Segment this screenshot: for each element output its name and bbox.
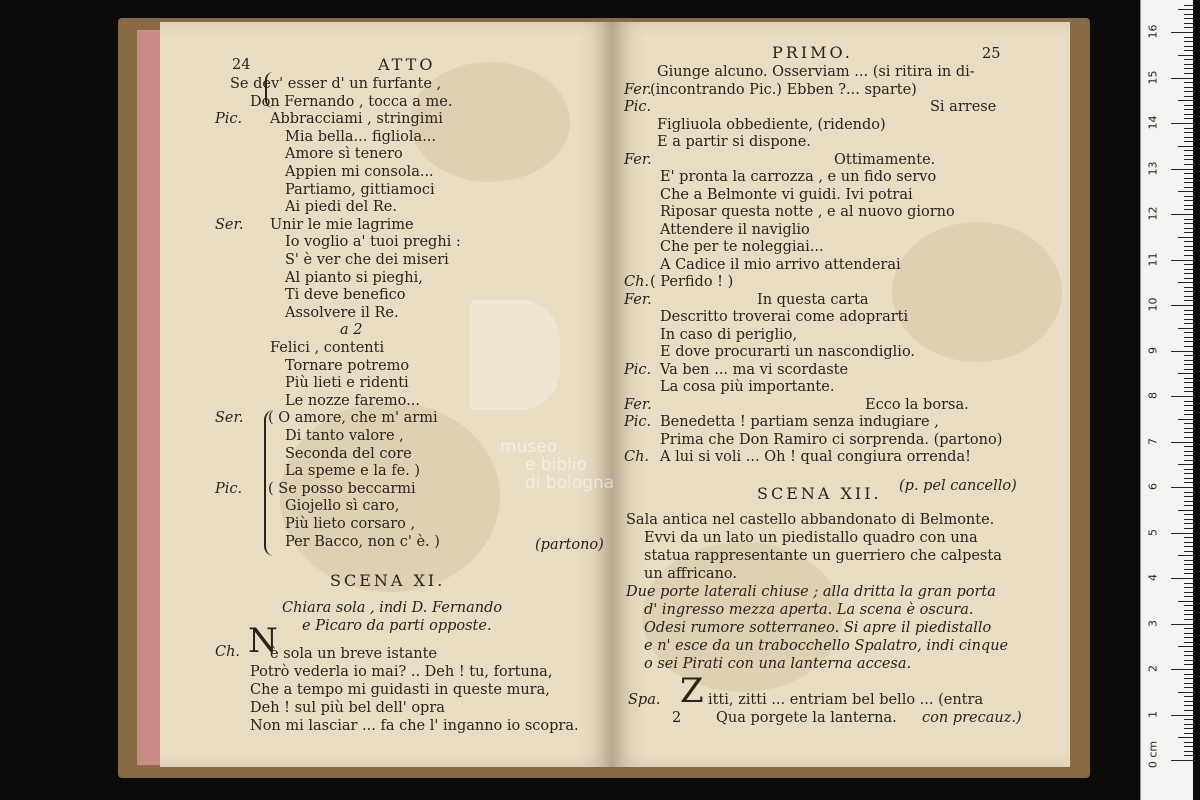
ruler-tick bbox=[1184, 269, 1193, 270]
verse-line: Ecco la borsa. bbox=[865, 396, 969, 413]
verse-line: Che per te noleggiai... bbox=[660, 239, 824, 255]
ruler-tick bbox=[1184, 387, 1193, 388]
ruler-tick bbox=[1184, 583, 1193, 584]
ruler-tick bbox=[1184, 528, 1193, 529]
watermark-logo bbox=[470, 300, 560, 410]
ruler-tick bbox=[1171, 123, 1193, 124]
ruler-tick bbox=[1184, 551, 1193, 552]
ruler-tick bbox=[1184, 37, 1193, 38]
ruler-tick bbox=[1184, 41, 1193, 42]
verse-line: Deh ! sul più bel dell' opra bbox=[250, 700, 445, 716]
ruler-tick bbox=[1178, 9, 1193, 10]
ruler-tick bbox=[1184, 132, 1193, 133]
ruler-tick bbox=[1184, 137, 1193, 138]
ruler-tick bbox=[1184, 446, 1193, 447]
verse-line: Per Bacco, non c' è. ) bbox=[285, 533, 440, 550]
ruler-tick bbox=[1184, 642, 1193, 643]
setting-line: o sei Pirati con una lanterna accesa. bbox=[644, 656, 912, 672]
verse-line: E dove procurarti un nascondiglio. bbox=[660, 344, 916, 360]
verse-line: ( Perfido ! ) bbox=[650, 274, 734, 290]
ruler-tick bbox=[1184, 82, 1193, 83]
ruler-tick bbox=[1184, 619, 1193, 620]
speaker: Fer. bbox=[624, 291, 652, 308]
verse-line: Più lieti e ridenti bbox=[285, 375, 409, 392]
verse-line: Tornare potremo bbox=[285, 357, 410, 374]
verse-line: Prima che Don Ramiro ci sorprenda. (partono) bbox=[660, 431, 1003, 448]
ruler-tick bbox=[1184, 341, 1193, 342]
ruler-tick bbox=[1184, 701, 1193, 702]
speaker: Ser. bbox=[215, 410, 244, 427]
description-line: Evvi da un lato un piedistallo quadro con una bbox=[644, 530, 978, 546]
ruler-tick bbox=[1178, 328, 1193, 329]
verse-line: La cosa più importante. bbox=[660, 379, 835, 395]
ruler-tick bbox=[1178, 555, 1193, 556]
ruler-tick bbox=[1184, 14, 1193, 15]
verse-line: In caso di periglio, bbox=[660, 326, 798, 343]
verse-line: Appien mi consola... bbox=[285, 164, 434, 180]
ruler-tick bbox=[1184, 355, 1193, 356]
ruler-tick bbox=[1184, 660, 1193, 661]
ruler-tick bbox=[1184, 637, 1193, 638]
ruler-tick bbox=[1184, 451, 1193, 452]
ruler-tick bbox=[1184, 455, 1193, 456]
ruler-number: 10 bbox=[1146, 297, 1160, 312]
ruler-number: 7 bbox=[1146, 437, 1160, 445]
ruler-tick bbox=[1184, 87, 1193, 88]
ruler-tick bbox=[1184, 310, 1193, 311]
ruler-tick bbox=[1171, 624, 1193, 625]
ruler-tick bbox=[1184, 205, 1193, 206]
ruler-tick bbox=[1184, 128, 1193, 129]
ruler-tick bbox=[1184, 360, 1193, 361]
ruler-tick bbox=[1184, 64, 1193, 65]
ruler-tick bbox=[1184, 537, 1193, 538]
ruler-tick bbox=[1184, 114, 1193, 115]
ruler-tick bbox=[1184, 460, 1193, 461]
scene-title: SCENA XII. bbox=[757, 484, 882, 503]
verse-line: Amore sì tenero bbox=[285, 146, 403, 163]
ruler-tick bbox=[1184, 678, 1193, 679]
verse-line: Figliuola obbediente, (ridendo) bbox=[657, 116, 886, 133]
ruler-tick bbox=[1171, 260, 1193, 261]
ruler-tick bbox=[1178, 510, 1193, 511]
ruler-tick bbox=[1171, 442, 1193, 443]
ruler-tick bbox=[1184, 50, 1193, 51]
ruler-number: 5 bbox=[1146, 528, 1160, 536]
ruler-tick bbox=[1171, 32, 1193, 33]
ruler-tick bbox=[1178, 282, 1193, 283]
scene-title: SCENA XI. bbox=[330, 571, 446, 590]
ruler-tick bbox=[1184, 382, 1193, 383]
ruler-tick bbox=[1184, 519, 1193, 520]
stage-direction: (p. pel cancello) bbox=[899, 478, 1017, 494]
ruler-tick bbox=[1184, 287, 1193, 288]
ruler-tick bbox=[1178, 100, 1193, 101]
ruler-tick bbox=[1184, 696, 1193, 697]
ruler-tick bbox=[1184, 150, 1193, 151]
ruler-tick bbox=[1184, 391, 1193, 392]
ruler-tick bbox=[1184, 728, 1193, 729]
ruler-tick bbox=[1184, 705, 1193, 706]
description-line: Sala antica nel castello abbandonato di Belmonte. bbox=[626, 512, 995, 528]
verse-line: Felici , contenti bbox=[270, 340, 385, 356]
speaker: Pic. bbox=[215, 111, 243, 128]
verse-line: Mia bella... figliola... bbox=[285, 128, 437, 145]
setting-line: e n' esce da un trabocchello Spalatro, indi cinque bbox=[644, 638, 1009, 654]
ruler-tick bbox=[1184, 319, 1193, 320]
ruler-tick bbox=[1184, 746, 1193, 747]
ruler-tick bbox=[1184, 469, 1193, 470]
verse-line: Seconda del core bbox=[285, 445, 412, 462]
ruler-tick bbox=[1184, 273, 1193, 274]
ruler-tick bbox=[1171, 305, 1193, 306]
ruler-tick bbox=[1184, 664, 1193, 665]
ruler-tick bbox=[1178, 55, 1193, 56]
ruler-tick bbox=[1184, 73, 1193, 74]
ruler-tick bbox=[1184, 369, 1193, 370]
ruler-tick bbox=[1171, 214, 1193, 215]
verse-line: Ottimamente. bbox=[834, 151, 936, 168]
speaker: Ch. bbox=[624, 274, 650, 290]
ruler-tick bbox=[1171, 669, 1193, 670]
description-line: statua rappresentante un guerriero che calpesta bbox=[644, 548, 1002, 564]
ruler-tick bbox=[1184, 200, 1193, 201]
measurement-ruler bbox=[1140, 0, 1193, 800]
verse-line: Attendere il naviglio bbox=[660, 221, 810, 238]
ruler-tick bbox=[1184, 250, 1193, 251]
ruler-tick bbox=[1184, 96, 1193, 97]
brace bbox=[264, 410, 274, 556]
ruler-tick bbox=[1184, 733, 1193, 734]
verse-line: S' è ver che dei miseri bbox=[285, 252, 449, 268]
ruler-tick bbox=[1184, 687, 1193, 688]
ruler-tick bbox=[1184, 437, 1193, 438]
ruler-tick bbox=[1184, 300, 1193, 301]
ruler-tick bbox=[1184, 246, 1193, 247]
ruler-tick bbox=[1184, 91, 1193, 92]
setting-line: Due porte laterali chiuse ; alla dritta la gran porta bbox=[626, 584, 996, 600]
ruler-tick bbox=[1184, 141, 1193, 142]
ruler-tick bbox=[1184, 187, 1193, 188]
scene-description: e Picaro da parti opposte. bbox=[302, 618, 492, 634]
ruler-tick bbox=[1184, 596, 1193, 597]
ruler-number: 4 bbox=[1146, 574, 1160, 581]
ruler-tick bbox=[1184, 587, 1193, 588]
verse-line: Va ben ... ma vi scordaste bbox=[660, 361, 849, 378]
verse-line: In questa carta bbox=[757, 291, 869, 308]
verse-line: Unir le mie lagrime bbox=[270, 216, 414, 233]
setting-line: Odesi rumore sotterraneo. Si apre il piedistallo bbox=[644, 620, 992, 636]
ruler-number: 8 bbox=[1146, 392, 1160, 399]
ruler-tick bbox=[1184, 296, 1193, 297]
speaker: Ser. bbox=[215, 216, 244, 233]
ruler-tick bbox=[1184, 346, 1193, 347]
ruler-tick bbox=[1184, 428, 1193, 429]
drop-cap: N bbox=[248, 621, 278, 661]
ruler-tick bbox=[1184, 232, 1193, 233]
verse-line: Al pianto si pieghi, bbox=[285, 269, 423, 286]
verse-line: ( O amore, che m' armi bbox=[268, 410, 438, 427]
speaker: Spa. bbox=[628, 692, 661, 708]
speaker: Fer. bbox=[624, 151, 652, 168]
page-number: 25 bbox=[982, 46, 1001, 62]
verse-line: Partiamo, gittiamoci bbox=[285, 181, 435, 198]
ruler-number: 2 bbox=[1146, 665, 1160, 672]
scene-description: Chiara sola , indi D. Fernando bbox=[282, 600, 503, 616]
ruler-tick bbox=[1184, 605, 1193, 606]
speaker: Fer. bbox=[624, 81, 652, 98]
ruler-tick bbox=[1184, 164, 1193, 165]
ruler-tick bbox=[1184, 178, 1193, 179]
watermark-line: museo bbox=[500, 437, 558, 457]
ruler-tick bbox=[1178, 601, 1193, 602]
ruler-tick bbox=[1184, 569, 1193, 570]
ruler-tick bbox=[1184, 196, 1193, 197]
ruler-tick bbox=[1184, 755, 1193, 756]
verse-line: La speme e la fe. ) bbox=[285, 463, 421, 480]
verse-line: Giojello sì caro, bbox=[285, 498, 400, 515]
ruler-tick bbox=[1184, 674, 1193, 675]
ruler-tick bbox=[1184, 492, 1193, 493]
watermark-text bbox=[500, 438, 614, 492]
ruler-tick bbox=[1184, 501, 1193, 502]
verse-line: A lui si voli ... Oh ! qual congiura orrenda! bbox=[660, 449, 971, 465]
ruler-tick bbox=[1171, 396, 1193, 397]
ruler-tick bbox=[1184, 401, 1193, 402]
signature-mark: 2 bbox=[672, 710, 682, 726]
ruler-tick bbox=[1184, 592, 1193, 593]
stage-direction: con precauz.) bbox=[922, 710, 1022, 726]
verse-line: Di tanto valore , bbox=[285, 428, 404, 444]
ruler-tick bbox=[1184, 546, 1193, 547]
stain bbox=[892, 222, 1062, 362]
ruler-tick bbox=[1178, 464, 1193, 465]
ruler-tick bbox=[1184, 209, 1193, 210]
ruler-number: 9 bbox=[1146, 346, 1160, 354]
ruler-number: 11 bbox=[1146, 252, 1160, 266]
verse-line: Abbracciami , stringimi bbox=[270, 111, 443, 128]
verse-line: Benedetta ! partiam senza indugiare , bbox=[660, 414, 939, 430]
verse-line: Si arrese bbox=[930, 99, 997, 115]
ruler-tick bbox=[1184, 68, 1193, 69]
ruler-tick bbox=[1184, 59, 1193, 60]
verse-line: Non mi lasciar ... fa che l' inganno io scopra. bbox=[250, 718, 579, 734]
ruler-tick bbox=[1171, 715, 1193, 716]
ruler-tick bbox=[1184, 332, 1193, 333]
ruler-tick bbox=[1184, 564, 1193, 565]
ruler-tick bbox=[1184, 337, 1193, 338]
verse-line: Le nozze faremo... bbox=[285, 392, 420, 409]
ruler-tick bbox=[1178, 737, 1193, 738]
ruler-tick bbox=[1184, 159, 1193, 160]
ruler-tick bbox=[1184, 423, 1193, 424]
ruler-tick bbox=[1184, 314, 1193, 315]
verse-line: Che a tempo mi guidasti in queste mura, bbox=[250, 682, 550, 698]
verse-line: Ai piedi del Re. bbox=[285, 199, 397, 216]
ruler-tick bbox=[1184, 719, 1193, 720]
page-number: 24 bbox=[232, 57, 251, 73]
ruler-tick bbox=[1184, 109, 1193, 110]
ruler-tick bbox=[1184, 323, 1193, 324]
ruler-tick bbox=[1178, 646, 1193, 647]
ruler-tick bbox=[1184, 482, 1193, 483]
ruler-number: 16 bbox=[1146, 24, 1160, 39]
ruler-tick bbox=[1184, 278, 1193, 279]
ruler-number: 14 bbox=[1146, 115, 1160, 130]
verse-line: E a partir si dispone. bbox=[657, 134, 811, 150]
watermark-line: e biblio bbox=[525, 455, 588, 475]
ruler-tick bbox=[1171, 78, 1193, 79]
verse-line: Io voglio a' tuoi preghi : bbox=[285, 234, 461, 251]
ruler-tick bbox=[1184, 118, 1193, 119]
verse-line: a 2 bbox=[340, 322, 363, 339]
ruler-tick bbox=[1171, 578, 1193, 579]
stage-direction: (partono) bbox=[535, 537, 604, 553]
ruler-tick bbox=[1184, 23, 1193, 24]
verse-line: Ti deve benefico bbox=[285, 287, 406, 304]
verse-line: ( Se posso beccarmi bbox=[268, 480, 416, 497]
speaker: Fer. bbox=[624, 396, 652, 413]
ruler-number: 15 bbox=[1146, 70, 1160, 84]
ruler-number: 0 cm bbox=[1146, 740, 1160, 769]
verse-line: A Cadice il mio arrivo attenderai bbox=[660, 256, 901, 273]
verse-line: (incontrando Pic.) Ebben ?... sparte) bbox=[650, 81, 917, 98]
verse-line: Assolvere il Re. bbox=[285, 304, 399, 321]
ruler-tick bbox=[1178, 237, 1193, 238]
verse-line: Qua porgete la lanterna. bbox=[716, 710, 897, 726]
ruler-tick bbox=[1178, 146, 1193, 147]
ruler-tick bbox=[1184, 478, 1193, 479]
ruler-tick bbox=[1184, 255, 1193, 256]
page-header: ATTO bbox=[378, 55, 436, 74]
speaker: Pic. bbox=[624, 414, 652, 430]
ruler-number: 1 bbox=[1146, 710, 1160, 718]
brace bbox=[265, 72, 273, 108]
verse-line: Potrò vederla io mai? .. Deh ! tu, fortuna, bbox=[250, 664, 553, 680]
ruler-tick bbox=[1178, 191, 1193, 192]
ruler-tick bbox=[1184, 219, 1193, 220]
ruler-tick bbox=[1178, 692, 1193, 693]
ruler-tick bbox=[1171, 760, 1193, 761]
ruler-tick bbox=[1184, 291, 1193, 292]
verse-line: Se dev' esser d' un furfante , bbox=[230, 76, 442, 92]
ruler-number: 6 bbox=[1146, 483, 1160, 490]
drop-cap: Z bbox=[680, 671, 704, 711]
ruler-tick bbox=[1184, 496, 1193, 497]
verse-line: Don Fernando , tocca a me. bbox=[250, 93, 453, 110]
speaker: Pic. bbox=[624, 99, 652, 115]
ruler-tick bbox=[1184, 560, 1193, 561]
verse-line: Riposar questa notte , e al nuovo giorno bbox=[660, 204, 955, 220]
ruler-tick bbox=[1184, 628, 1193, 629]
ruler-tick bbox=[1171, 487, 1193, 488]
ruler-tick bbox=[1184, 710, 1193, 711]
ruler-tick bbox=[1184, 432, 1193, 433]
ruler-number: 13 bbox=[1146, 161, 1160, 175]
ruler-tick bbox=[1184, 414, 1193, 415]
ruler-tick bbox=[1184, 633, 1193, 634]
verse-line: Più lieto corsaro , bbox=[285, 516, 416, 532]
ruler-tick bbox=[1184, 573, 1193, 574]
ruler-number: 3 bbox=[1146, 619, 1160, 627]
ruler-tick bbox=[1184, 241, 1193, 242]
speaker: Ch. bbox=[624, 449, 650, 465]
ruler-tick bbox=[1184, 683, 1193, 684]
speaker: Pic. bbox=[624, 361, 652, 378]
ruler-tick bbox=[1184, 405, 1193, 406]
ruler-tick bbox=[1184, 514, 1193, 515]
verse-line: E' pronta la carrozza , e un fido servo bbox=[660, 169, 937, 185]
ruler-tick bbox=[1171, 351, 1193, 352]
ruler-tick bbox=[1184, 655, 1193, 656]
speaker: Pic. bbox=[215, 480, 243, 497]
ruler-tick bbox=[1171, 169, 1193, 170]
verse-line: è sola un breve istante bbox=[270, 646, 438, 662]
ruler-tick bbox=[1178, 419, 1193, 420]
ruler-tick bbox=[1184, 18, 1193, 19]
ruler-tick bbox=[1184, 610, 1193, 611]
ruler-tick bbox=[1184, 378, 1193, 379]
ruler-tick bbox=[1184, 182, 1193, 183]
verse-line: Giunge alcuno. Osserviam ... (si ritira in di- bbox=[657, 64, 975, 80]
ruler-tick bbox=[1184, 46, 1193, 47]
ruler-tick bbox=[1184, 223, 1193, 224]
ruler-tick bbox=[1184, 651, 1193, 652]
ruler-tick bbox=[1184, 105, 1193, 106]
speaker: Ch. bbox=[215, 644, 241, 660]
ruler-tick bbox=[1184, 724, 1193, 725]
ruler-tick bbox=[1178, 373, 1193, 374]
verse-line: Descritto troverai come adoprarti bbox=[660, 309, 909, 325]
verse-line: itti, zitti ... entriam bel bello ... (entra bbox=[708, 692, 984, 708]
ruler-tick bbox=[1184, 751, 1193, 752]
ruler-tick bbox=[1184, 505, 1193, 506]
watermark-line: di bologna bbox=[525, 473, 615, 493]
ruler-tick bbox=[1184, 364, 1193, 365]
ruler-number: 12 bbox=[1146, 206, 1160, 221]
description-line: un affricano. bbox=[644, 566, 737, 582]
ruler-tick bbox=[1184, 264, 1193, 265]
ruler-tick bbox=[1184, 410, 1193, 411]
ruler-tick bbox=[1184, 473, 1193, 474]
setting-line: d' ingresso mezza aperta. La scena è oscura. bbox=[644, 602, 974, 618]
ruler-tick bbox=[1171, 533, 1193, 534]
ruler-tick bbox=[1184, 5, 1193, 6]
ruler-tick bbox=[1184, 173, 1193, 174]
ruler-tick bbox=[1184, 614, 1193, 615]
ruler-tick bbox=[1184, 27, 1193, 28]
ruler-tick bbox=[1184, 523, 1193, 524]
ruler-tick bbox=[1184, 542, 1193, 543]
verse-line: Che a Belmonte vi guidi. Ivi potrai bbox=[660, 186, 913, 203]
ruler-tick bbox=[1184, 228, 1193, 229]
ruler-tick bbox=[1184, 742, 1193, 743]
page-header: PRIMO. bbox=[772, 43, 853, 62]
right-page bbox=[612, 22, 1070, 767]
ruler-tick bbox=[1184, 155, 1193, 156]
